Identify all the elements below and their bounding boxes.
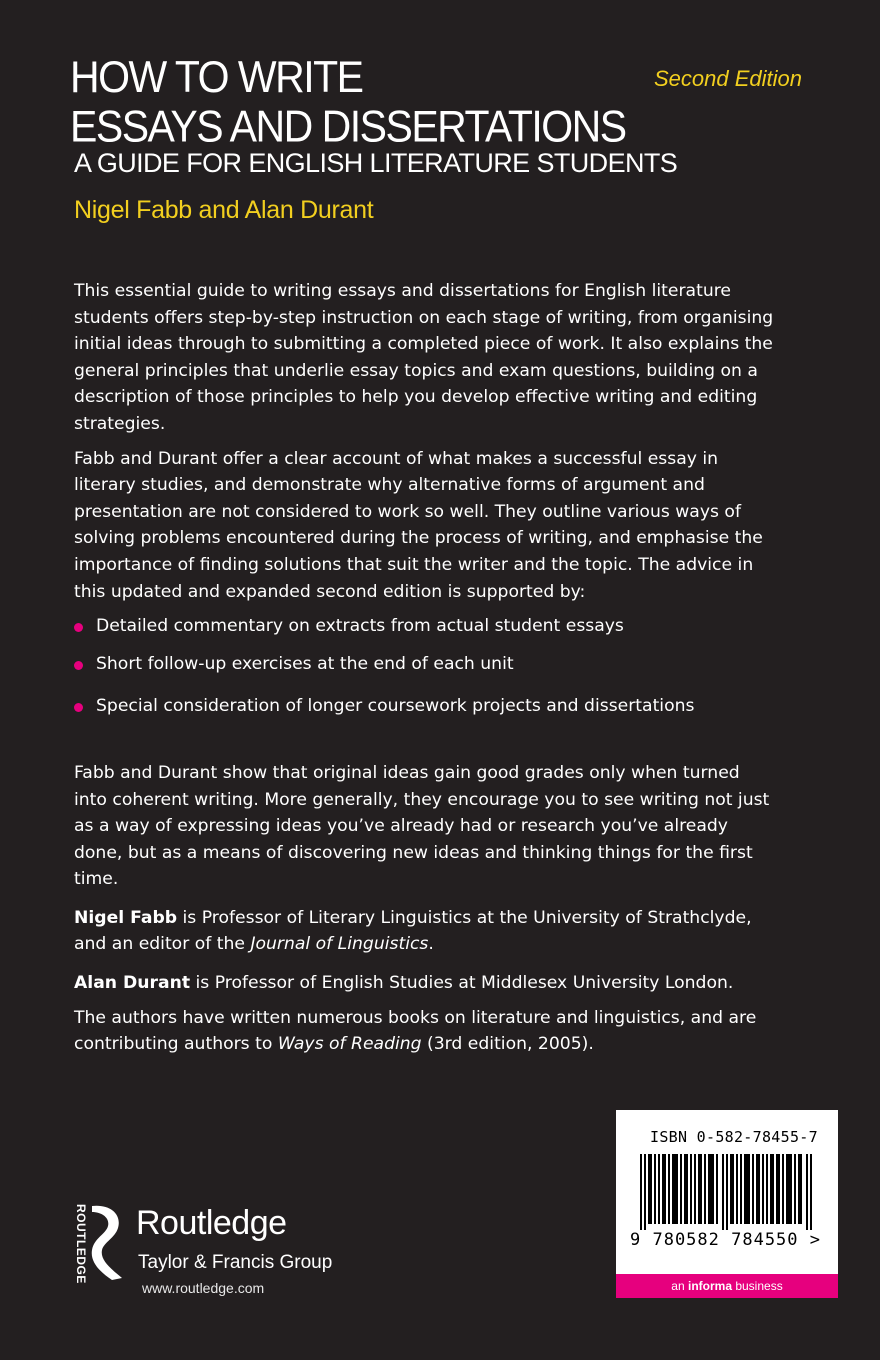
blurb-paragraph-1: This essential guide to writing essays and dissertations for English literature students offers step-by-step instruction on each stage of writing, from organising initial ideas through to submitting a completed piece of work. It also explains the general principles that underlie essay topics and exam questions, building on a description of those principles to help you develop effective writing and editing strategies.: [74, 281, 774, 434]
feature-list: [74, 613, 774, 720]
routledge-vertical-text: ROUTLEDGE: [74, 1204, 88, 1284]
bio-fabb: [74, 905, 774, 958]
informa-prefix: an: [671, 1279, 688, 1293]
feature-item: [74, 613, 774, 640]
isbn-label: ISBN 0-582-78455-7: [650, 1128, 818, 1146]
bio-authors: [74, 1005, 774, 1058]
title-line-2: ESSAYS AND DISSERTATIONS: [70, 101, 626, 152]
informa-banner: [616, 1274, 838, 1298]
edition-label: Second Edition: [654, 66, 802, 91]
barcode-bars-icon: [630, 1154, 826, 1230]
feature-item: [74, 651, 774, 678]
bio-authors-text: The authors have written numerous books on literature and linguistics, and are contributing authors to: [74, 1007, 757, 1055]
informa-suffix: business: [732, 1279, 783, 1293]
feature-item-text: Detailed commentary on extracts from actual student essays: [96, 616, 624, 637]
bio-durant-name: Alan Durant: [74, 973, 191, 994]
blurb-paragraph-2: Fabb and Durant offer a clear account of what makes a successful essay in literary studies, and demonstrate why alternative forms of argument and presentation are not considered to work so well. They outline various ways of solving problems encountered during the process of writing, and emphasise the importance of finding solutions that suit the writer and the topic. The advice in this updated and expanded second edition is supported by:: [74, 448, 763, 602]
routledge-mark-icon: [74, 1202, 124, 1284]
bio-fabb-journal: Journal of Linguistics: [250, 934, 429, 955]
bio-fabb-end: .: [428, 934, 434, 955]
barcode-panel: [616, 1110, 838, 1298]
title-line-1: HOW TO WRITE: [70, 52, 363, 102]
bio-durant-text: is Professor of English Studies at Middlesex University London.: [190, 973, 734, 994]
book-title: [70, 52, 626, 151]
feature-item-text: Short follow-up exercises at the end of each unit: [96, 653, 514, 674]
feature-item: [74, 693, 774, 720]
bullet-dot-icon: [74, 703, 83, 712]
bio-authors-book: Ways of Reading: [277, 1034, 422, 1055]
routledge-swoosh-icon: [88, 1202, 128, 1282]
publisher-name: Routledge: [136, 1204, 287, 1242]
ean-digits: 9 780582 784550 >: [630, 1230, 821, 1250]
bullet-dot-icon: [74, 623, 83, 632]
publisher-url: www.routledge.com: [142, 1280, 265, 1296]
blurb-paragraph-3: Fabb and Durant show that original ideas gain good grades only when turned into coherent writing. More generally, they encourage you to see writing not just as a way of expressing ideas you’ve already had or research you’ve already done, but as a means of discovering new ideas and thinking things for the first time.: [74, 762, 770, 890]
informa-bold: informa: [687, 1279, 732, 1293]
feature-item-text: Special consideration of longer coursework projects and dissertations: [96, 696, 695, 717]
bio-fabb-text: is Professor of Literary Linguistics at the University of Strathclyde, and an editor of the: [74, 907, 752, 955]
bullet-dot-icon: [74, 661, 83, 670]
bio-durant: [74, 970, 774, 997]
book-subtitle: A GUIDE FOR ENGLISH LITERATURE STUDENTS: [74, 148, 678, 178]
publisher-group: Taylor & Francis Group: [138, 1252, 333, 1273]
blurb-text: [74, 278, 774, 1066]
author-names: Nigel Fabb and Alan Durant: [74, 196, 374, 224]
bio-fabb-name: Nigel Fabb: [74, 907, 178, 928]
bio-authors-end: (3rd edition, 2005).: [421, 1034, 594, 1055]
